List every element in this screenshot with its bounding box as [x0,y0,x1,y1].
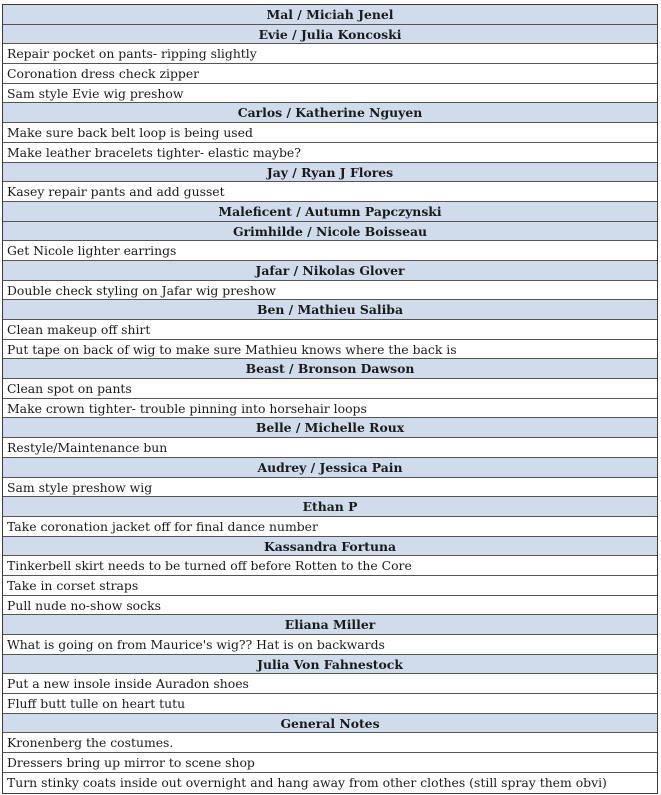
note-row: Sam style Evie wig preshow [3,84,657,104]
section-header: Maleficent / Autumn Papczynski [3,202,657,222]
section-header: Belle / Michelle Roux [3,418,657,438]
note-row: Kronenberg the costumes. [3,733,657,753]
note-row: Make sure back belt loop is being used [3,123,657,143]
section-header: Grimhilde / Nicole Boisseau [3,222,657,242]
section-header: Audrey / Jessica Pain [3,458,657,478]
note-row: Make crown tighter- trouble pinning into horsehair loops [3,399,657,419]
note-row: Dressers bring up mirror to scene shop [3,753,657,773]
section-header: Mal / Miciah Jenel [3,5,657,25]
note-row: Make leather bracelets tighter- elastic maybe? [3,143,657,163]
note-row: Restyle/Maintenance bun [3,438,657,458]
section-header: Eliana Miller [3,615,657,635]
notes-table [2,4,658,794]
section-header: Ethan P [3,497,657,517]
note-row: Clean spot on pants [3,379,657,399]
section-header: Kassandra Fortuna [3,537,657,557]
note-row: What is going on from Maurice's wig?? Hat is on backwards [3,635,657,655]
note-row: Get Nicole lighter earrings [3,241,657,261]
section-header: Julia Von Fahnestock [3,655,657,675]
section-header: Beast / Bronson Dawson [3,359,657,379]
note-row: Clean makeup off shirt [3,320,657,340]
section-header: Evie / Julia Koncoski [3,25,657,45]
note-row: Repair pocket on pants- ripping slightly [3,44,657,64]
note-row: Fluff butt tulle on heart tutu [3,694,657,714]
note-row: Take in corset straps [3,576,657,596]
note-row: Put tape on back of wig to make sure Mathieu knows where the back is [3,340,657,360]
note-row: Kasey repair pants and add gusset [3,182,657,202]
note-row: Tinkerbell skirt needs to be turned off before Rotten to the Core [3,556,657,576]
section-header: General Notes [3,714,657,734]
section-header: Jafar / Nikolas Glover [3,261,657,281]
section-header: Carlos / Katherine Nguyen [3,103,657,123]
note-row: Double check styling on Jafar wig preshow [3,281,657,301]
note-row: Sam style preshow wig [3,478,657,498]
note-row: Coronation dress check zipper [3,64,657,84]
note-row: Put a new insole inside Auradon shoes [3,674,657,694]
section-header: Jay / Ryan J Flores [3,163,657,183]
note-row: Pull nude no-show socks [3,596,657,616]
note-row: Take coronation jacket off for final dance number [3,517,657,537]
note-row: Turn stinky coats inside out overnight and hang away from other clothes (still spray them obvi) [3,773,657,793]
section-header: Ben / Mathieu Saliba [3,300,657,320]
